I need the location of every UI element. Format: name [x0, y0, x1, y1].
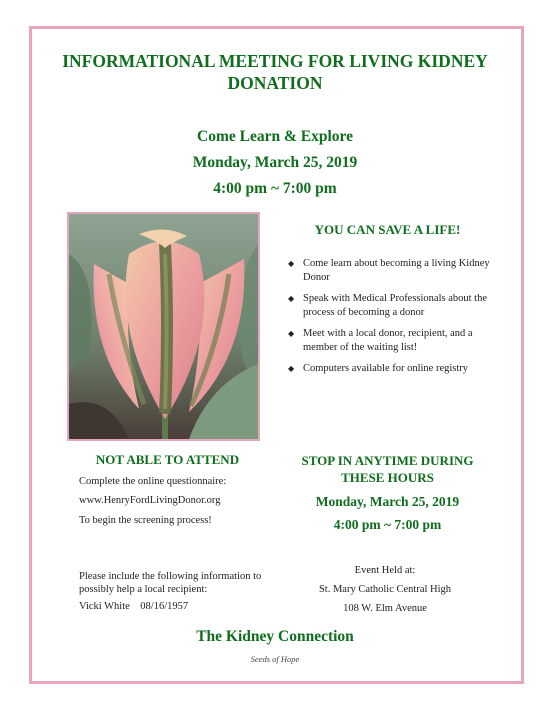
list-item: ◆ Come learn about becoming a living Kidney Donor: [288, 258, 490, 283]
questionnaire-text: Complete the online questionnaire:: [79, 476, 227, 487]
event-date: Monday, March 25, 2019: [192, 154, 358, 171]
tulip-photo: [67, 212, 260, 441]
list-item: ◆ Speak with Medical Professionals about the process of becoming a donor: [288, 293, 488, 318]
brand-name: The Kidney Connection: [196, 628, 354, 645]
stop-in-heading: STOP IN ANYTIME DURING THESE HOURS: [301, 453, 474, 485]
event-venue: St. Mary Catholic Central High: [318, 584, 452, 595]
stop-in-time: 4:00 pm ~ 7:00 pm: [333, 517, 442, 532]
save-a-life-heading: YOU CAN SAVE A LIFE!: [314, 222, 461, 237]
include-info-text: Please include the following information to possibly help a local recipient:: [79, 571, 262, 595]
event-time: 4:00 pm ~ 7:00 pm: [213, 180, 337, 197]
donor-website-link[interactable]: www.HenryFordLivingDonor.org: [79, 495, 221, 506]
event-address: 108 W. Elm Avenue: [343, 603, 427, 614]
not-able-heading: NOT ABLE TO ATTEND: [95, 452, 240, 467]
stop-in-date: Monday, March 25, 2019: [315, 494, 460, 509]
list-item: ◆ Meet with a local donor, recipient, and a member of the waiting list!: [288, 328, 473, 353]
list-item: ◆ Computers available for online registry: [288, 363, 469, 374]
tagline: Come Learn & Explore: [197, 128, 353, 145]
diamond-bullet-icon: ◆: [288, 364, 295, 373]
page-title: INFORMATIONAL MEETING FOR LIVING KIDNEY DONATION: [62, 51, 488, 93]
diamond-bullet-icon: ◆: [288, 329, 295, 338]
screening-text: To begin the screening process!: [79, 515, 212, 526]
brand-tagline: Seeds of Hope: [250, 654, 300, 664]
diamond-bullet-icon: ◆: [288, 294, 295, 303]
recipient-info: Vicki White 08/16/1957: [79, 601, 189, 612]
diamond-bullet-icon: ◆: [288, 259, 295, 268]
benefits-list: [286, 257, 496, 384]
tulip-image: [69, 214, 258, 439]
event-label: Event Held at:: [354, 565, 416, 576]
